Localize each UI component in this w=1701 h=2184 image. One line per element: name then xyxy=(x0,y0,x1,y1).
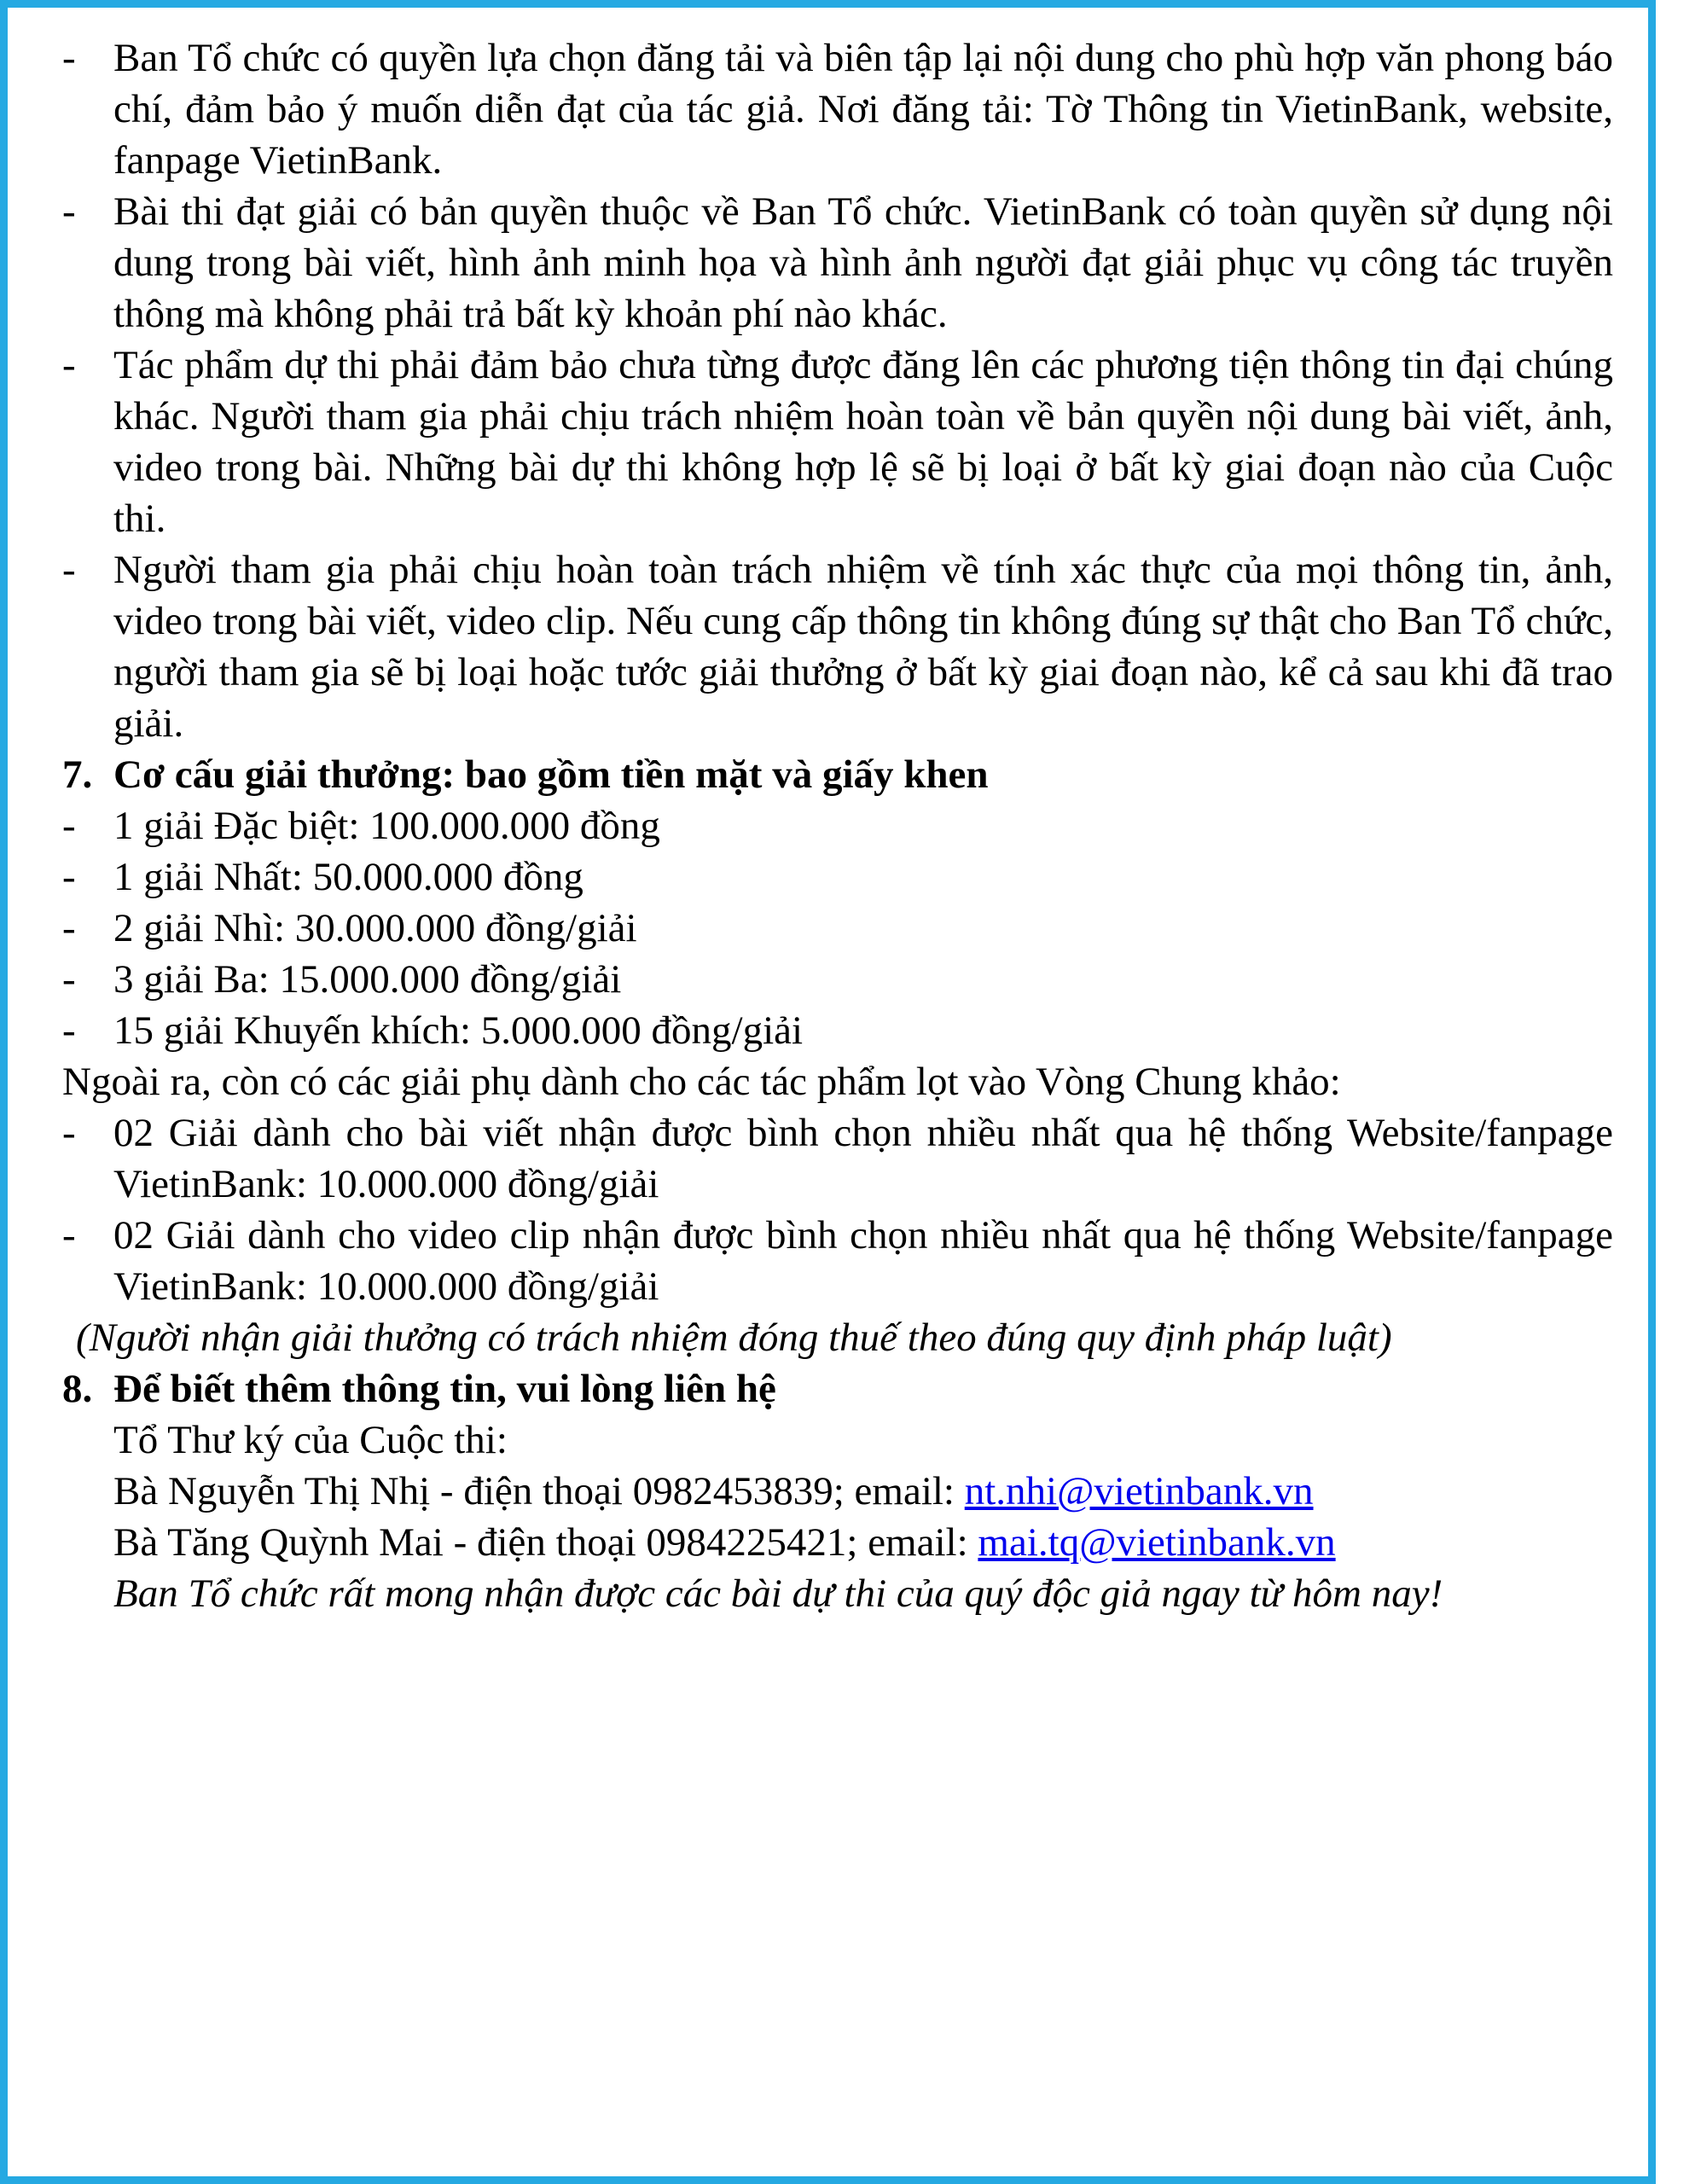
section-title: Để biết thêm thông tin, vui lòng liên hệ xyxy=(113,1367,776,1411)
extra-prize-item xyxy=(62,1210,1613,1312)
rule-text: Bài thi đạt giải có bản quyền thuộc về Ban Tổ chức. VietinBank có toàn quyền sử dụng nội dung trong bài viết, hình ảnh minh họa và hình ảnh người đạt giải phục vụ công tác truyền thông mà không phải trả bất kỳ khoản phí nào khác. xyxy=(113,189,1613,336)
secretariat-line: Tổ Thư ký của Cuộc thi: xyxy=(113,1418,508,1462)
bullet-dash: - xyxy=(62,855,76,899)
section-title: Cơ cấu giải thưởng: bao gồm tiền mặt và giấy khen xyxy=(113,752,989,797)
rule-text: Ban Tổ chức có quyền lựa chọn đăng tải và biên tập lại nội dung cho phù hợp văn phong báo chí, đảm bảo ý muốn diễn đạt của tác giả. Nơi đăng tải: Tờ Thông tin VietinBank, website, fanpage VietinBank. xyxy=(113,36,1613,183)
bullet-dash: - xyxy=(62,804,76,848)
bullet-dash: - xyxy=(62,548,76,592)
contact-line xyxy=(113,1517,1613,1568)
tax-note: (Người nhận giải thưởng có trách nhiệm đóng thuế theo đúng quy định pháp luật) xyxy=(76,1316,1392,1360)
bullet-dash: - xyxy=(62,36,76,80)
rule-text: Tác phẩm dự thi phải đảm bảo chưa từng được đăng lên các phương tiện thông tin đại chúng khác. Người tham gia phải chịu trách nhiệm hoàn toàn về bản quyền nội dung bài viết, ảnh, video trong bài. Những bài dự thi không hợp lệ sẽ bị loại ở bất kỳ giai đoạn nào của Cuộc thi. xyxy=(113,343,1613,541)
email-link-mai-tq[interactable]: mai.tq@vietinbank.vn xyxy=(978,1520,1336,1565)
section-7-heading xyxy=(62,749,1613,800)
bullet-dash: - xyxy=(62,1111,76,1155)
bullet-dash: - xyxy=(62,189,76,234)
bullet-dash: - xyxy=(62,1008,76,1053)
section-8-heading xyxy=(62,1363,1613,1414)
document-content xyxy=(62,32,1613,1619)
contact-text: Bà Nguyễn Thị Nhị - điện thoại 0982453839; email: xyxy=(113,1469,965,1513)
prize-item xyxy=(62,954,1613,1005)
extra-prize-text: 02 Giải dành cho video clip nhận được bình chọn nhiều nhất qua hệ thống Website/fanpage VietinBank: 10.000.000 đồng/giải xyxy=(113,1213,1613,1309)
email-link-nt-nhi[interactable]: nt.nhi@vietinbank.vn xyxy=(964,1469,1314,1513)
bullet-dash: - xyxy=(62,343,76,387)
extra-prize-text: 02 Giải dành cho bài viết nhận được bình chọn nhiều nhất qua hệ thống Website/fanpage VietinBank: 10.000.000 đồng/giải xyxy=(113,1111,1613,1206)
prize-item xyxy=(62,1005,1613,1056)
rule-text: Người tham gia phải chịu hoàn toàn trách nhiệm về tính xác thực của mọi thông tin, ảnh, video trong bài viết, video clip. Nếu cung cấp thông tin không đúng sự thật cho Ban Tổ chức, người tham gia sẽ bị loại hoặc tước giải thưởng ở bất kỳ giai đoạn nào, kể cả sau khi đã trao giải. xyxy=(113,548,1613,746)
prize-text: 1 giải Nhất: 50.000.000 đồng xyxy=(113,855,583,899)
contact-line xyxy=(113,1466,1613,1517)
prize-item xyxy=(62,851,1613,903)
closing-line: Ban Tổ chức rất mong nhận được các bài dự thi của quý độc giả ngay từ hôm nay! xyxy=(113,1571,1443,1616)
rule-item xyxy=(62,32,1613,186)
rule-item xyxy=(62,186,1613,340)
prize-text: 3 giải Ba: 15.000.000 đồng/giải xyxy=(113,957,622,1002)
rule-item xyxy=(62,544,1613,749)
extra-prize-item xyxy=(62,1107,1613,1210)
prize-item xyxy=(62,800,1613,851)
contact-text: Bà Tăng Quỳnh Mai - điện thoại 0984225421; email: xyxy=(113,1520,978,1565)
section-number: 8. xyxy=(62,1367,93,1411)
rule-item xyxy=(62,340,1613,544)
prize-text: 2 giải Nhì: 30.000.000 đồng/giải xyxy=(113,906,637,950)
section-number: 7. xyxy=(62,752,93,797)
prize-text: 15 giải Khuyến khích: 5.000.000 đồng/giải xyxy=(113,1008,804,1053)
bullet-dash: - xyxy=(62,1213,76,1258)
extra-prizes-intro: Ngoài ra, còn có các giải phụ dành cho các tác phẩm lọt vào Vòng Chung khảo: xyxy=(62,1060,1341,1104)
bullet-dash: - xyxy=(62,957,76,1002)
prize-text: 1 giải Đặc biệt: 100.000.000 đồng xyxy=(113,804,660,848)
prize-item xyxy=(62,903,1613,954)
bullet-dash: - xyxy=(62,906,76,950)
